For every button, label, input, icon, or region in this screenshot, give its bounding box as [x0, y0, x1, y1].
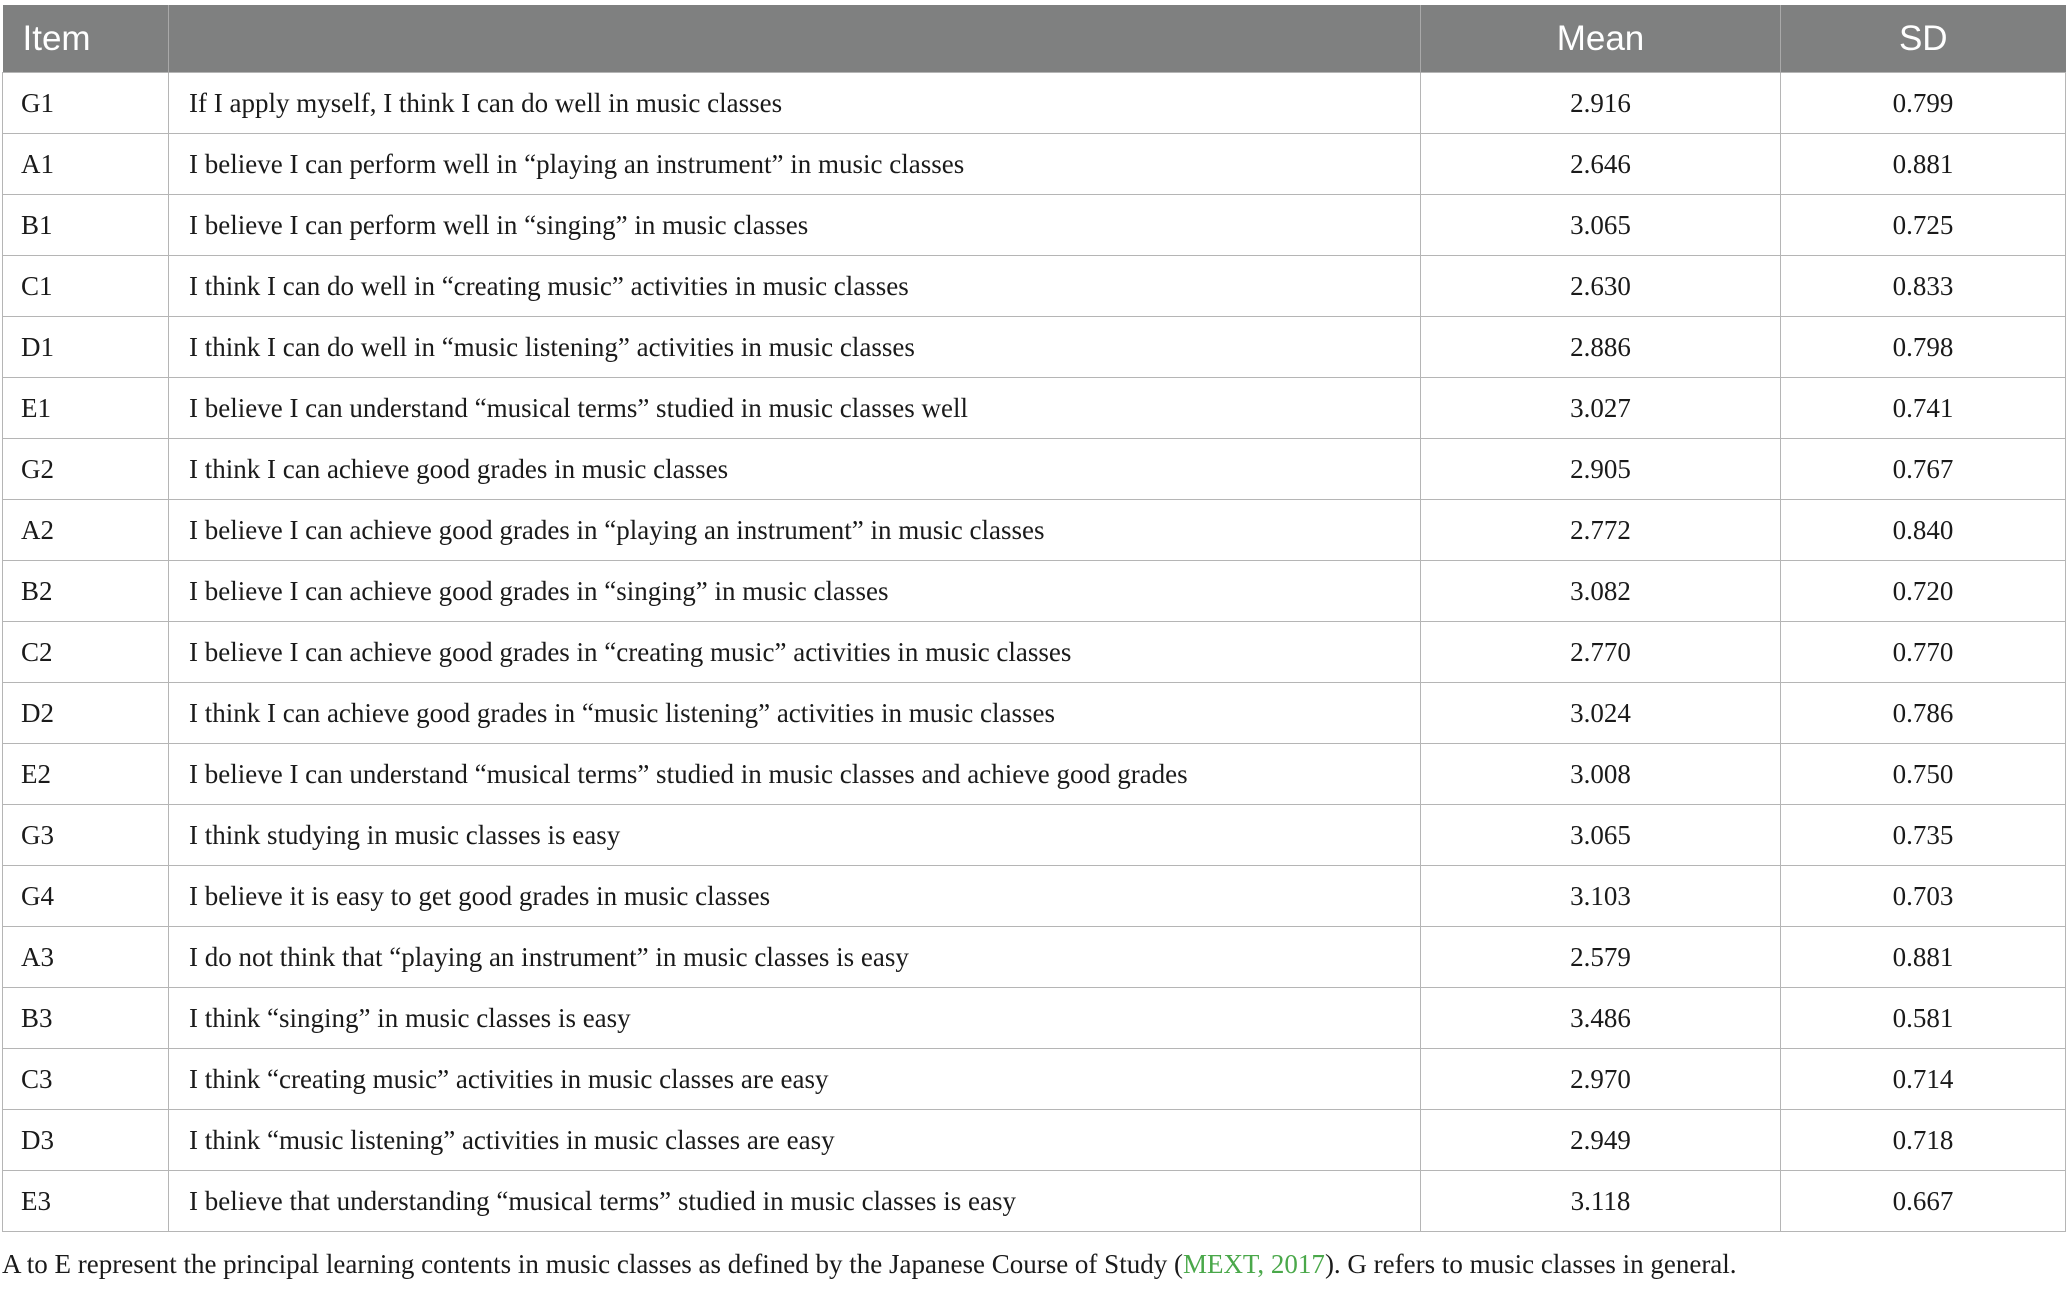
row-sd-value: 0.881: [1781, 927, 2066, 988]
row-item-text: I think “music listening” activities in music classes are easy: [169, 1110, 1421, 1171]
row-item-code: D1: [3, 317, 169, 378]
header-description: [169, 5, 1421, 73]
row-item-text: I think studying in music classes is easy: [169, 805, 1421, 866]
row-mean-value: 2.905: [1421, 439, 1781, 500]
row-item-text: I think I can do well in “music listening” activities in music classes: [169, 317, 1421, 378]
table-row: [3, 73, 2066, 134]
row-item-code: G4: [3, 866, 169, 927]
row-mean-value: 3.082: [1421, 561, 1781, 622]
footnote-text-before: A to E represent the principal learning contents in music classes as defined by the Japanese Course of Study (: [2, 1249, 1183, 1279]
row-item-code: A1: [3, 134, 169, 195]
table-row: [3, 683, 2066, 744]
header-sd: SD: [1781, 5, 2066, 73]
table-row: [3, 1171, 2066, 1232]
row-item-code: C3: [3, 1049, 169, 1110]
row-item-text: I think “singing” in music classes is easy: [169, 988, 1421, 1049]
row-item-code: D3: [3, 1110, 169, 1171]
row-sd-value: 0.703: [1781, 866, 2066, 927]
row-item-code: D2: [3, 683, 169, 744]
table-footnote: [2, 1249, 1737, 1280]
row-sd-value: 0.799: [1781, 73, 2066, 134]
table-row: [3, 1049, 2066, 1110]
row-item-code: G1: [3, 73, 169, 134]
row-sd-value: 0.667: [1781, 1171, 2066, 1232]
row-mean-value: 2.772: [1421, 500, 1781, 561]
row-sd-value: 0.720: [1781, 561, 2066, 622]
row-item-code: E3: [3, 1171, 169, 1232]
row-mean-value: 3.486: [1421, 988, 1781, 1049]
row-item-code: E1: [3, 378, 169, 439]
row-item-text: I believe I can achieve good grades in “creating music” activities in music classes: [169, 622, 1421, 683]
footnote-text-after: ). G refers to music classes in general.: [1324, 1249, 1737, 1279]
row-sd-value: 0.881: [1781, 134, 2066, 195]
row-item-code: A2: [3, 500, 169, 561]
row-mean-value: 3.024: [1421, 683, 1781, 744]
row-item-code: B3: [3, 988, 169, 1049]
item-statistics-table: [2, 5, 2066, 1232]
table-row: [3, 744, 2066, 805]
row-item-text: I believe I can perform well in “playing an instrument” in music classes: [169, 134, 1421, 195]
row-item-code: B2: [3, 561, 169, 622]
header-item: Item: [3, 5, 169, 73]
table-row: [3, 1110, 2066, 1171]
row-item-text: I think “creating music” activities in music classes are easy: [169, 1049, 1421, 1110]
table-row: [3, 500, 2066, 561]
row-sd-value: 0.750: [1781, 744, 2066, 805]
row-mean-value: 3.065: [1421, 805, 1781, 866]
row-mean-value: 3.027: [1421, 378, 1781, 439]
row-sd-value: 0.741: [1781, 378, 2066, 439]
row-sd-value: 0.718: [1781, 1110, 2066, 1171]
row-item-code: G3: [3, 805, 169, 866]
table-header: [3, 5, 2066, 73]
row-item-text: I believe I can perform well in “singing” in music classes: [169, 195, 1421, 256]
row-mean-value: 2.630: [1421, 256, 1781, 317]
row-mean-value: 2.886: [1421, 317, 1781, 378]
table-row: [3, 317, 2066, 378]
row-sd-value: 0.798: [1781, 317, 2066, 378]
row-mean-value: 2.916: [1421, 73, 1781, 134]
row-mean-value: 3.118: [1421, 1171, 1781, 1232]
row-item-text: I think I can do well in “creating music” activities in music classes: [169, 256, 1421, 317]
row-mean-value: 2.579: [1421, 927, 1781, 988]
row-item-text: I think I can achieve good grades in “music listening” activities in music classes: [169, 683, 1421, 744]
row-sd-value: 0.840: [1781, 500, 2066, 561]
table-body: [3, 73, 2066, 1232]
row-item-text: I believe I can understand “musical terms” studied in music classes and achieve good grades: [169, 744, 1421, 805]
row-mean-value: 3.008: [1421, 744, 1781, 805]
table-row: [3, 866, 2066, 927]
table-row: [3, 378, 2066, 439]
header-mean: Mean: [1421, 5, 1781, 73]
table-row: [3, 561, 2066, 622]
row-sd-value: 0.786: [1781, 683, 2066, 744]
footnote-reference-link[interactable]: MEXT, 2017: [1182, 1249, 1325, 1279]
table-row: [3, 622, 2066, 683]
row-item-code: C2: [3, 622, 169, 683]
row-item-text: I believe I can achieve good grades in “playing an instrument” in music classes: [169, 500, 1421, 561]
table-row: [3, 439, 2066, 500]
row-sd-value: 0.735: [1781, 805, 2066, 866]
row-sd-value: 0.714: [1781, 1049, 2066, 1110]
row-sd-value: 0.770: [1781, 622, 2066, 683]
row-mean-value: 2.646: [1421, 134, 1781, 195]
row-item-text: I believe I can achieve good grades in “singing” in music classes: [169, 561, 1421, 622]
row-mean-value: 2.949: [1421, 1110, 1781, 1171]
row-item-text: I do not think that “playing an instrument” in music classes is easy: [169, 927, 1421, 988]
row-sd-value: 0.581: [1781, 988, 2066, 1049]
row-item-code: E2: [3, 744, 169, 805]
row-mean-value: 3.103: [1421, 866, 1781, 927]
row-item-code: A3: [3, 927, 169, 988]
row-item-text: I believe I can understand “musical terms” studied in music classes well: [169, 378, 1421, 439]
header-row: [3, 5, 2066, 73]
row-item-text: I believe it is easy to get good grades in music classes: [169, 866, 1421, 927]
table-row: [3, 256, 2066, 317]
row-item-text: I think I can achieve good grades in music classes: [169, 439, 1421, 500]
row-mean-value: 2.770: [1421, 622, 1781, 683]
table-row: [3, 195, 2066, 256]
row-item-code: G2: [3, 439, 169, 500]
table-row: [3, 134, 2066, 195]
row-mean-value: 2.970: [1421, 1049, 1781, 1110]
table-row: [3, 927, 2066, 988]
row-item-code: C1: [3, 256, 169, 317]
data-table-container: [2, 5, 2065, 1232]
row-item-text: I believe that understanding “musical terms” studied in music classes is easy: [169, 1171, 1421, 1232]
row-item-code: B1: [3, 195, 169, 256]
row-mean-value: 3.065: [1421, 195, 1781, 256]
row-sd-value: 0.767: [1781, 439, 2066, 500]
table-row: [3, 988, 2066, 1049]
table-row: [3, 805, 2066, 866]
row-sd-value: 0.725: [1781, 195, 2066, 256]
row-item-text: If I apply myself, I think I can do well in music classes: [169, 73, 1421, 134]
row-sd-value: 0.833: [1781, 256, 2066, 317]
